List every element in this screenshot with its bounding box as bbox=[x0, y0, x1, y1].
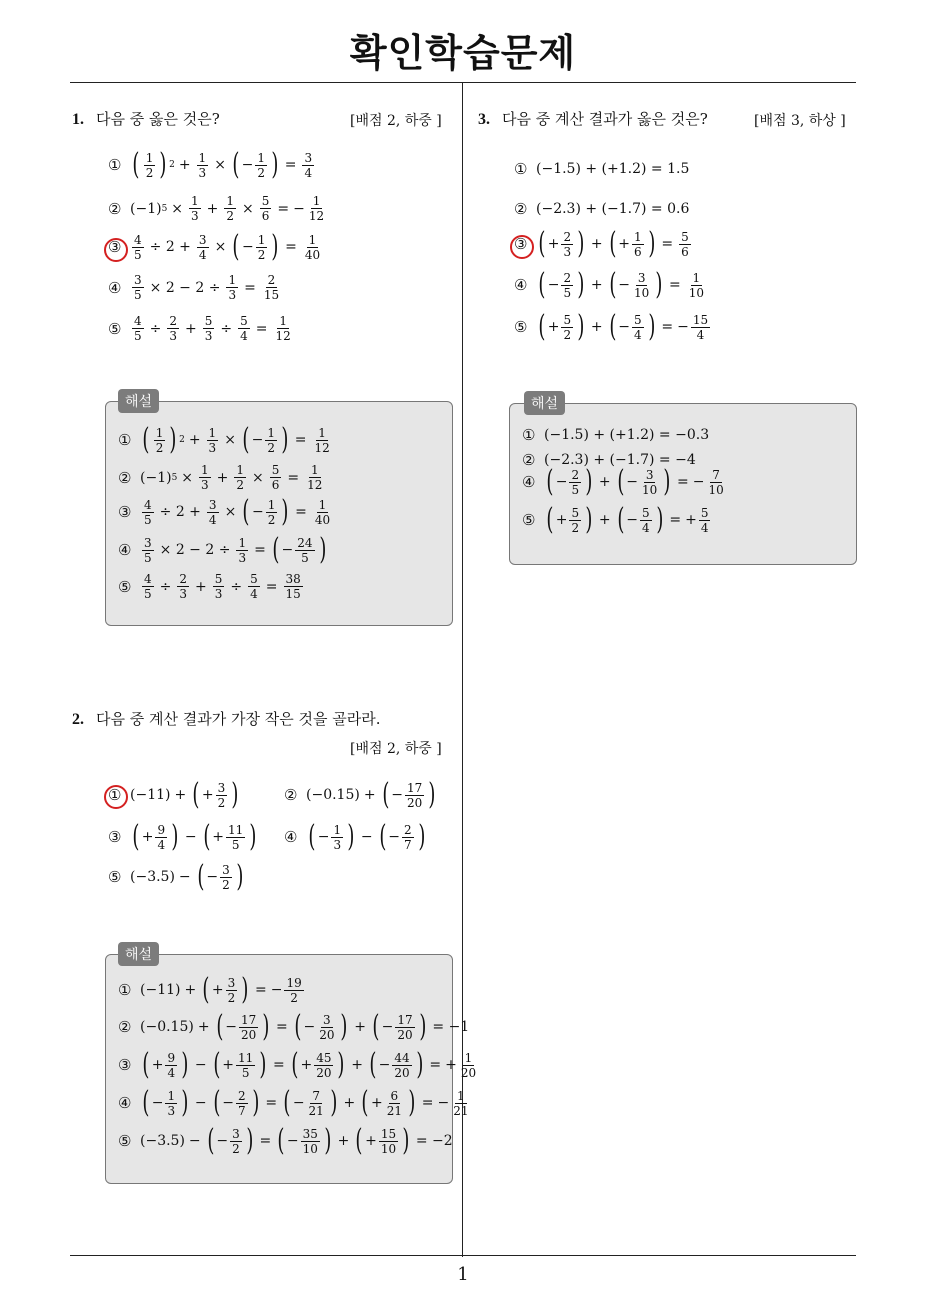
page-title: 확인학습문제 bbox=[349, 31, 577, 75]
q1-solution-3: ③ $\frac{4}{5}$ ÷ 2 + $\frac{3}{4}$ × ( − $\frac{1}{2}$ ) = $\frac{1}{40}$ bbox=[118, 494, 331, 529]
solution-tag: 해설 bbox=[118, 389, 159, 413]
q3-option-3[interactable]: ③ ( + $\frac{2}{3}$ ) + ( + $\frac{1}{6}$ ) = $\frac{5}{6}$ bbox=[514, 226, 689, 261]
page-number: 1 bbox=[457, 1264, 469, 1285]
q3-option-1[interactable]: ① (−1.5) + (+1.2) = 1.5 bbox=[514, 160, 690, 178]
solution-tag: 해설 bbox=[118, 942, 159, 966]
column-divider bbox=[462, 82, 463, 1257]
solution-tag: 해설 bbox=[524, 391, 565, 415]
bottom-rule bbox=[70, 1255, 856, 1256]
q1-solution-4: ④ $\frac{3}{5}$ × 2 − 2 ÷ $\frac{1}{3}$ = ( − $\frac{24}{5}$ ) bbox=[118, 532, 326, 567]
q1-option-3[interactable]: ③ $\frac{4}{5}$ ÷ 2 + $\frac{3}{4}$ × ( − $\frac{1}{2}$ ) = $\frac{1}{40}$ bbox=[108, 229, 321, 264]
question-text: 다음 중 계산 결과가 옳은 것은? bbox=[502, 110, 708, 128]
question-1 bbox=[72, 108, 220, 129]
q2-solution-5: ⑤ (−3.5) − ( − $\frac{3}{2}$ ) = ( − $\frac{35}{10}$ ) + ( + $\frac{15}{10}$ ) = −2 bbox=[118, 1123, 453, 1158]
q3-option-4[interactable]: ④ ( − $\frac{2}{5}$ ) + ( − $\frac{3}{10}$ ) = $\frac{1}{10}$ bbox=[514, 267, 705, 302]
q1-option-4[interactable]: ④ $\frac{3}{5}$ × 2 − 2 ÷ $\frac{1}{3}$ = $\frac{2}{15}$ bbox=[108, 273, 280, 302]
q2-solution-3: ③ ( + $\frac{9}{4}$ ) − ( + $\frac{11}{5}$ ) = ( + $\frac{45}{20}$ ) + ( − $\frac{44}{20}$ ) = + $\frac{1}{20}$ bbox=[118, 1047, 477, 1082]
question-text: 다음 중 옳은 것은? bbox=[96, 110, 220, 128]
q2-solution-1: ① (−11) + ( + $\frac{3}{2}$ ) = − $\frac{19}{2}$ bbox=[118, 972, 302, 1007]
q1-option-1[interactable]: ① ( $\frac{1}{2}$ ) 2 + $\frac{1}{3}$ × ( − $\frac{1}{2}$ ) = $\frac{3}{4}$ bbox=[108, 147, 313, 182]
q3-solution-5: ⑤ ( + $\frac{5}{2}$ ) + ( − $\frac{5}{4}$ ) = + $\frac{5}{4}$ bbox=[522, 502, 709, 537]
score-label: [배점 2, 하중 ] bbox=[350, 741, 442, 757]
q2-option-4[interactable]: ④ ( − $\frac{1}{3}$ ) − ( − $\frac{2}{7}$ ) bbox=[284, 819, 426, 854]
question-2 bbox=[72, 708, 380, 729]
q2-option-5[interactable]: ⑤ (−3.5) − ( − $\frac{3}{2}$ ) bbox=[108, 859, 244, 894]
answer-mark-circle bbox=[104, 785, 128, 809]
q2-solution-2: ② (−0.15) + ( − $\frac{17}{20}$ ) = ( − $\frac{3}{20}$ ) + ( − $\frac{17}{20}$ ) = −1 bbox=[118, 1009, 470, 1044]
score-label: [배점 2, 하중 ] bbox=[350, 113, 442, 129]
q1-option-2[interactable]: ② (−1) 5 × $\frac{1}{3}$ + $\frac{1}{2}$ × $\frac{5}{6}$ = − $\frac{1}{12}$ bbox=[108, 194, 325, 223]
q3-option-2[interactable]: ② (−2.3) + (−1.7) = 0.6 bbox=[514, 200, 690, 218]
q3-solution-2: ② (−2.3) + (−1.7) = −4 bbox=[522, 451, 696, 469]
question-text: 다음 중 계산 결과가 가장 작은 것을 골라라. bbox=[96, 710, 381, 728]
question-number: 1. bbox=[72, 111, 84, 128]
answer-mark-circle bbox=[104, 238, 128, 262]
q1-solution-5: ⑤ $\frac{4}{5}$ ÷ $\frac{2}{3}$ + $\frac{5}{3}$ ÷ $\frac{5}{4}$ = $\frac{38}{15}$ bbox=[118, 572, 301, 601]
q2-option-1[interactable]: ① (−11) + ( + $\frac{3}{2}$ ) bbox=[108, 777, 239, 812]
q1-option-5[interactable]: ⑤ $\frac{4}{5}$ ÷ $\frac{2}{3}$ + $\frac{5}{3}$ ÷ $\frac{5}{4}$ = $\frac{1}{12}$ bbox=[108, 314, 291, 343]
q1-solution-2: ② (−1) 5 × $\frac{1}{3}$ + $\frac{1}{2}$ × $\frac{5}{6}$ = $\frac{1}{12}$ bbox=[118, 463, 323, 492]
answer-mark-circle bbox=[510, 235, 534, 259]
q3-solution-1: ① (−1.5) + (+1.2) = −0.3 bbox=[522, 426, 710, 444]
q1-solution-1: ① ( $\frac{1}{2}$ ) 2 + $\frac{1}{3}$ × ( − $\frac{1}{2}$ ) = $\frac{1}{12}$ bbox=[118, 422, 330, 457]
q3-option-5[interactable]: ⑤ ( + $\frac{5}{2}$ ) + ( − $\frac{5}{4}$ ) = − $\frac{15}{4}$ bbox=[514, 309, 709, 344]
q3-solution-4: ④ ( − $\frac{2}{5}$ ) + ( − $\frac{3}{10}$ ) = − $\frac{7}{10}$ bbox=[522, 464, 724, 499]
q2-option-2[interactable]: ② (−0.15) + ( − $\frac{17}{20}$ ) bbox=[284, 777, 436, 812]
q2-solution-4: ④ ( − $\frac{1}{3}$ ) − ( − $\frac{2}{7}$ ) = ( − $\frac{7}{21}$ ) + ( + $\frac{6}{21}$ ) = − $\frac{1}{21}$ bbox=[118, 1085, 469, 1120]
q2-option-3[interactable]: ③ ( + $\frac{9}{4}$ ) − ( + $\frac{11}{5}$ ) bbox=[108, 819, 257, 854]
score-label: [배점 3, 하상 ] bbox=[754, 113, 846, 129]
question-3 bbox=[478, 108, 708, 129]
top-rule bbox=[70, 82, 856, 83]
question-number: 2. bbox=[72, 711, 84, 728]
question-number: 3. bbox=[478, 111, 490, 128]
